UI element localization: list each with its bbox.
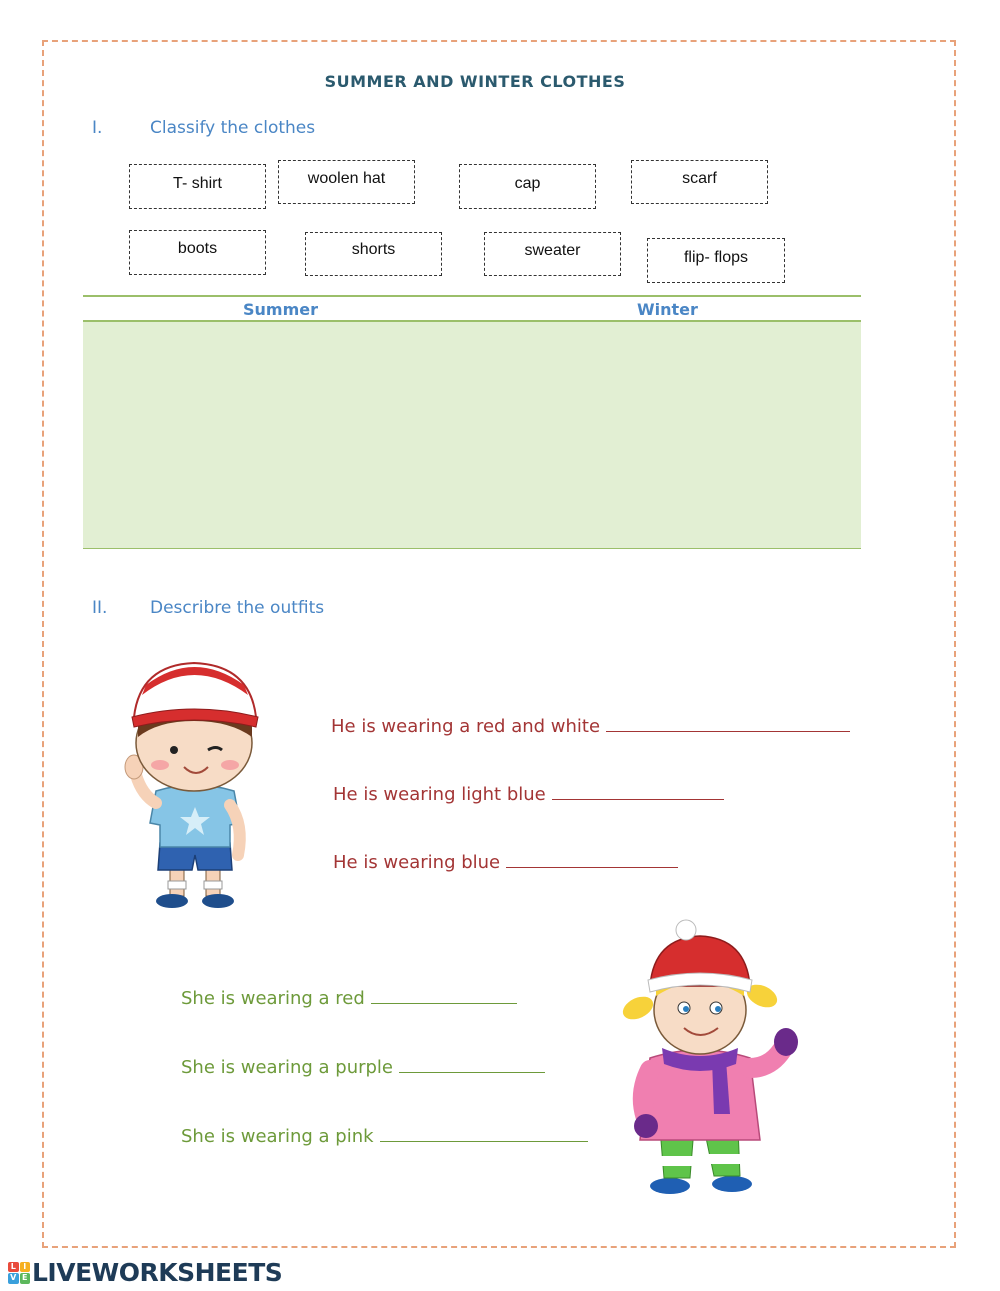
table-body xyxy=(83,322,861,549)
word-card-label: boots xyxy=(177,240,218,257)
winter-drop-zone[interactable] xyxy=(472,322,861,548)
word-card-label: woolen hat xyxy=(307,170,386,187)
section-1-heading xyxy=(92,118,102,138)
classify-table xyxy=(83,295,861,549)
section-2-number: II. xyxy=(92,598,108,618)
section-1-title: Classify the clothes xyxy=(150,118,316,138)
boy-sentence-2 xyxy=(333,781,724,805)
word-card-label: sweater xyxy=(524,242,581,259)
boy-sentence-3-text: He is wearing blue xyxy=(333,852,501,873)
table-header xyxy=(83,295,861,322)
boy-sentence-1 xyxy=(331,713,850,737)
section-2-title: Describre the outfits xyxy=(150,598,325,618)
word-card[interactable] xyxy=(129,230,266,275)
answer-blank[interactable] xyxy=(606,713,850,732)
brand-name: LIVEWORKSHEETS xyxy=(32,1258,283,1287)
word-card[interactable] xyxy=(647,238,785,283)
girl-sentence-1 xyxy=(181,985,517,1009)
logo-letter: L xyxy=(8,1262,19,1273)
logo-letter: E xyxy=(20,1273,31,1284)
logo-letter: I xyxy=(20,1262,31,1273)
girl-sentence-1-text: She is wearing a red xyxy=(181,988,365,1009)
girl-sentence-2-text: She is wearing a purple xyxy=(181,1057,394,1078)
liveworksheets-logo-icon xyxy=(8,1262,30,1284)
word-card[interactable] xyxy=(631,160,768,204)
girl-sentence-3 xyxy=(181,1123,588,1147)
word-card-label: shorts xyxy=(351,241,396,258)
word-card[interactable] xyxy=(278,160,415,204)
word-card-label: scarf xyxy=(682,170,717,187)
answer-blank[interactable] xyxy=(380,1123,588,1142)
word-card[interactable] xyxy=(129,164,266,209)
liveworksheets-brand[interactable] xyxy=(8,1258,282,1287)
girl-sentence-3-text: She is wearing a pink xyxy=(181,1126,374,1147)
boy-sentence-3 xyxy=(333,849,678,873)
boy-illustration xyxy=(112,655,282,915)
girl-sentence-2 xyxy=(181,1054,545,1078)
word-card[interactable] xyxy=(484,232,621,276)
answer-blank[interactable] xyxy=(552,781,724,800)
word-card[interactable] xyxy=(459,164,596,209)
summer-drop-zone[interactable] xyxy=(83,322,472,548)
section-1-number: I. xyxy=(92,118,103,138)
boy-sentence-1-text: He is wearing a red and white xyxy=(331,716,601,737)
answer-blank[interactable] xyxy=(371,985,517,1004)
word-card-label: cap xyxy=(514,175,541,192)
logo-letter: V xyxy=(8,1273,19,1284)
word-card-label: T- shirt xyxy=(173,175,222,192)
page-title: SUMMER AND WINTER CLOTHES xyxy=(324,72,626,91)
girl-illustration xyxy=(620,918,800,1200)
boy-sentence-2-text: He is wearing light blue xyxy=(333,784,546,805)
answer-blank[interactable] xyxy=(399,1054,545,1073)
word-card-label: flip- flops xyxy=(683,249,749,266)
word-card[interactable] xyxy=(305,232,442,276)
column-summer: Summer xyxy=(243,300,318,319)
answer-blank[interactable] xyxy=(506,849,678,868)
column-winter: Winter xyxy=(637,300,698,319)
